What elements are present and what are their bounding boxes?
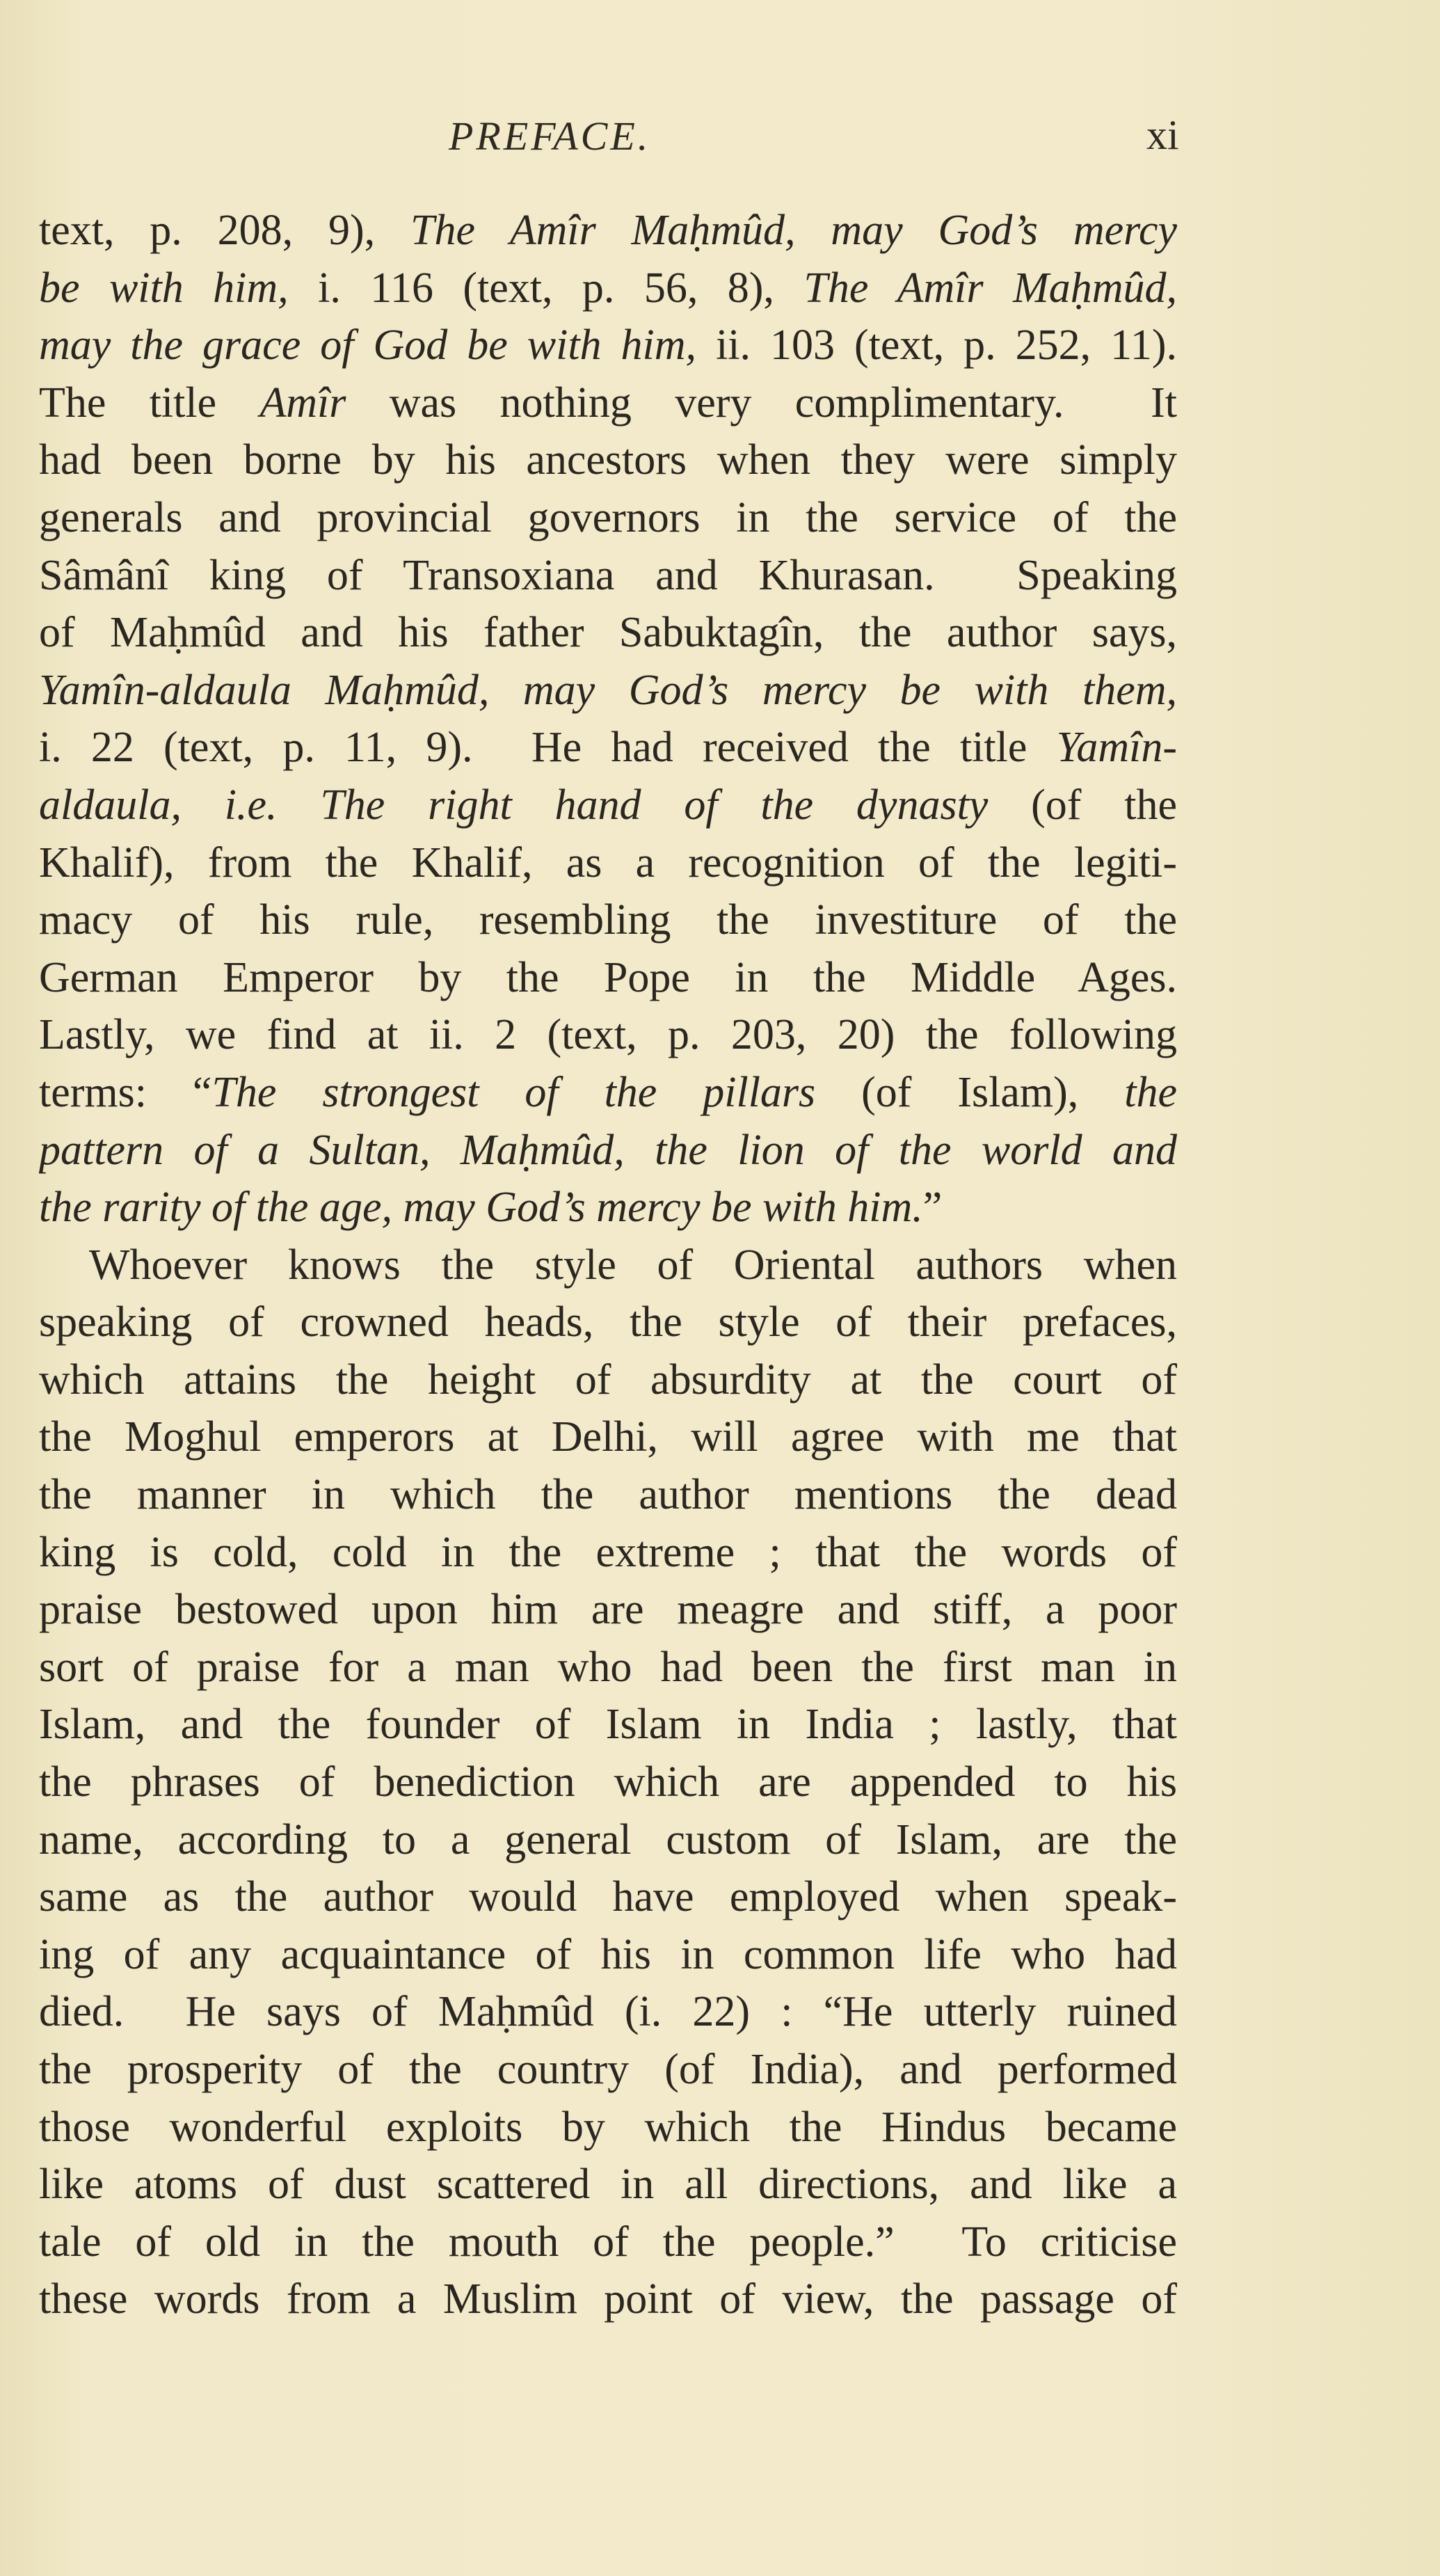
- text-line: [39, 2213, 1177, 2271]
- italic-text: The Amîr Maḥmûd,: [803, 264, 1177, 312]
- roman-text: macy of his rule, resembling the investiture of the: [39, 896, 1177, 944]
- italic-text: aldaula, i.e. The right hand of the dynasty: [39, 781, 989, 829]
- text-line: [39, 1408, 1177, 1466]
- roman-text: name, according to a general custom of Islam, are the: [39, 1815, 1177, 1863]
- text-line: [39, 202, 1177, 260]
- italic-text: The strongest of the pillars: [211, 1068, 816, 1116]
- roman-text: Whoever knows the style of Oriental authors when: [89, 1241, 1177, 1289]
- roman-text: German Emperor by the Pope in the Middle Ages.: [39, 953, 1177, 1001]
- text-line: [39, 1811, 1177, 1869]
- roman-text: these words from a Muslim point of view, the passage of: [39, 2275, 1177, 2323]
- text-line: [39, 834, 1177, 892]
- text-line: [39, 2099, 1177, 2156]
- text-line: [39, 1524, 1177, 1582]
- roman-text: ing of any acquaintance of his in common life who had: [39, 1930, 1177, 1978]
- text-line: [39, 949, 1177, 1007]
- roman-text: i. 116 (text, p. 56, 8),: [318, 264, 804, 312]
- text-line: [39, 604, 1177, 662]
- roman-text: the manner in which the author mentions the dead: [39, 1471, 1177, 1519]
- roman-text: the phrases of benediction which are appended to his: [39, 1758, 1177, 1806]
- text-line: [39, 1983, 1177, 2041]
- italic-text: be with him,: [39, 264, 319, 312]
- text-line: [39, 1581, 1177, 1639]
- italic-text: Yamîn-: [1056, 724, 1177, 772]
- roman-text: sort of praise for a man who had been the first man in: [39, 1643, 1177, 1691]
- text-line: [39, 1754, 1177, 1811]
- roman-text: ii. 103 (text, p. 252, 11).: [716, 321, 1177, 369]
- roman-text: ”: [922, 1184, 943, 1232]
- italic-text: may the grace of God be with him,: [39, 321, 717, 369]
- italic-text: Yamîn-aldaula Maḥmûd, may God’s mercy be with them,: [39, 666, 1177, 714]
- body-text: [39, 202, 1177, 2328]
- roman-text: was nothing very complimentary. It: [346, 379, 1177, 427]
- text-line: [39, 1064, 1177, 1122]
- text-line: [39, 1179, 1177, 1237]
- text-line: [39, 2041, 1177, 2099]
- roman-text: Lastly, we find at ii. 2 (text, p. 203, 20) the following: [39, 1011, 1177, 1059]
- roman-text: which attains the height of absurdity at the court of: [39, 1355, 1177, 1404]
- text-line: [39, 777, 1177, 834]
- text-line: [39, 317, 1177, 374]
- roman-text: Khalif), from the Khalif, as a recognition of the legiti-: [39, 838, 1177, 887]
- italic-text: pattern of a Sultan, Maḥmûd, the lion of the world and: [39, 1126, 1177, 1174]
- text-line: [39, 260, 1177, 317]
- text-line: [39, 891, 1177, 949]
- text-line: [39, 1466, 1177, 1524]
- italic-text: the rarity of the age, may God’s mercy be with him.: [39, 1184, 923, 1232]
- page-number: xi: [1146, 112, 1179, 158]
- text-line: [39, 662, 1177, 719]
- text-line: [39, 374, 1177, 432]
- text-line: [39, 1122, 1177, 1179]
- roman-text: generals and provincial governors in the service of the: [39, 493, 1177, 541]
- roman-text: died. He says of Maḥmûd (i. 22) : “He utterly ruined: [39, 1988, 1177, 2036]
- text-line: [39, 1639, 1177, 1696]
- roman-text: i. 22 (text, p. 11, 9). He had received the title: [39, 724, 1057, 772]
- running-title: PREFACE.: [449, 113, 651, 159]
- text-line: [39, 1868, 1177, 1926]
- roman-text: same as the author would have employed when speak-: [39, 1873, 1177, 1921]
- text-line: [39, 1237, 1177, 1294]
- roman-text: of Maḥmûd and his father Sabuktagîn, the author says,: [39, 609, 1177, 657]
- roman-text: king is cold, cold in the extreme ; that the words of: [39, 1528, 1177, 1576]
- text-line: [39, 431, 1177, 489]
- text-line: [39, 2271, 1177, 2328]
- text-line: [39, 2156, 1177, 2213]
- text-line: [39, 1351, 1177, 1409]
- roman-text: like atoms of dust scattered in all directions, and like a: [39, 2161, 1177, 2209]
- roman-text: terms: “: [39, 1068, 212, 1116]
- roman-text: the Moghul emperors at Delhi, will agree with me that: [39, 1413, 1177, 1461]
- italic-text: the: [1124, 1068, 1177, 1116]
- roman-text: (of Islam),: [815, 1068, 1125, 1116]
- roman-text: praise bestowed upon him are meagre and stiff, a poor: [39, 1586, 1177, 1634]
- roman-text: (of the: [988, 781, 1177, 829]
- roman-text: Islam, and the founder of Islam in India ; lastly, that: [39, 1701, 1177, 1749]
- roman-text: those wonderful exploits by which the Hindus became: [39, 2103, 1177, 2151]
- text-line: [39, 719, 1177, 777]
- italic-text: The Amîr Maḥmûd, may God’s mercy: [410, 207, 1177, 254]
- running-header: [0, 104, 1440, 174]
- roman-text: tale of old in the mouth of the people.” To criticise: [39, 2218, 1177, 2266]
- roman-text: Sâmânî king of Transoxiana and Khurasan. Speaking: [39, 551, 1177, 599]
- text-line: [39, 489, 1177, 547]
- roman-text: had been borne by his ancestors when they were simply: [39, 436, 1177, 484]
- italic-text: Amîr: [259, 379, 346, 427]
- roman-text: text, p. 208, 9),: [39, 207, 410, 254]
- text-line: [39, 1926, 1177, 1984]
- text-line: [39, 1294, 1177, 1351]
- roman-text: The title: [39, 379, 260, 427]
- roman-text: the prosperity of the country (of India), and performed: [39, 2046, 1177, 2093]
- roman-text: speaking of crowned heads, the style of their prefaces,: [39, 1298, 1177, 1346]
- text-line: [39, 547, 1177, 605]
- text-line: [39, 1696, 1177, 1754]
- text-line: [39, 1006, 1177, 1064]
